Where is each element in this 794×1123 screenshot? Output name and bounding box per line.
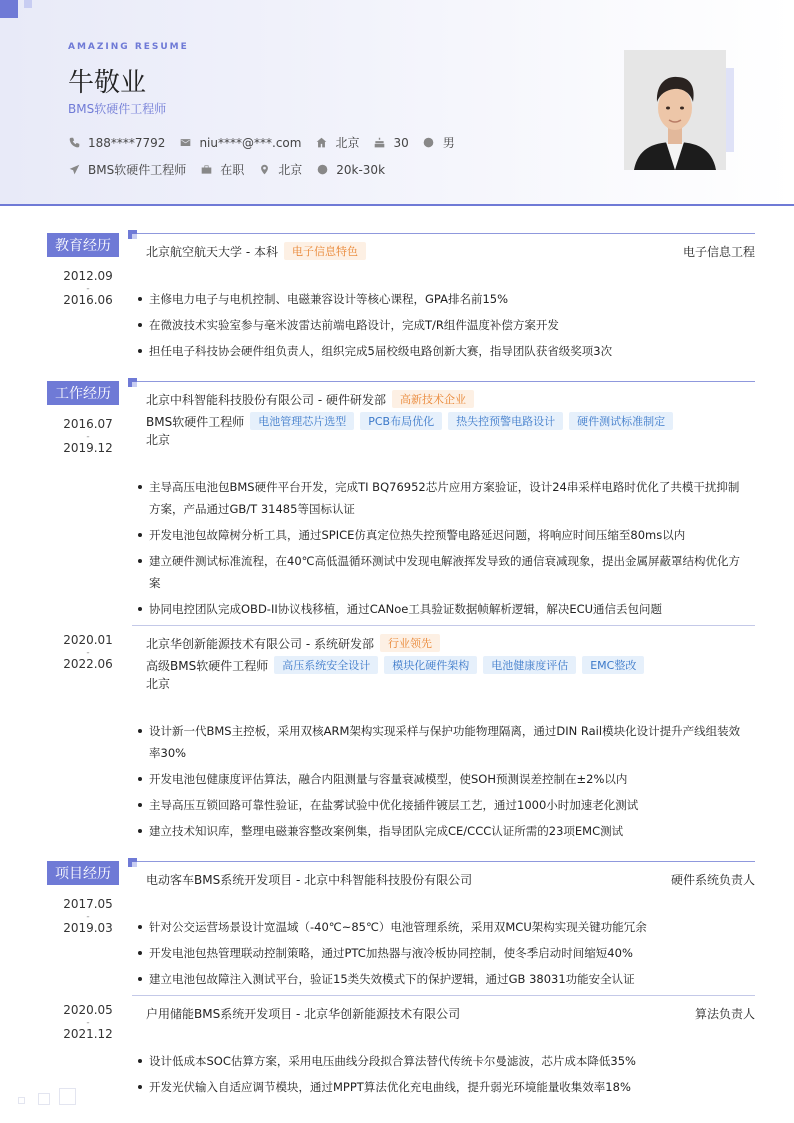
education-start-date: 2012.09: [63, 269, 113, 283]
list-item: 主修电力电子与电机控制、电磁兼容设计等核心课程，GPA排名前15%: [138, 288, 750, 310]
email-item: [179, 136, 301, 150]
list-item: 主导高压电池包BMS硬件平台开发，完成TI BQ76952芯片应用方案验证，设计24串采样电路时优化了共模干扰抑制方案，产品通过GB/T 31485等国标认证: [138, 476, 750, 520]
work1-role-line: [146, 412, 673, 430]
work2-location: 北京: [146, 677, 171, 691]
work1-title: [146, 390, 755, 408]
home-item: [315, 134, 359, 151]
status-item: [200, 161, 244, 178]
work1-start-date: 2016.07: [63, 417, 113, 431]
candidate-title: BMS软硬件工程师: [68, 102, 167, 116]
work2-role-line: [146, 656, 644, 674]
list-item: 协同电控团队完成OBD-II协议栈移植，通过CANoe工具验证数据帧解析逻辑，解决ECU通信丢包问题: [138, 598, 750, 620]
footer-decoration: [38, 1093, 50, 1105]
work1-bullets: [138, 476, 750, 624]
list-item: 建立技术知识库，整理电磁兼容整改案例集，指导团队完成CE/CCC认证所需的23项EMC测试: [138, 820, 750, 842]
footer-decoration: [59, 1088, 76, 1105]
list-item: 建立电池包故障注入测试平台，验证15类失效模式下的保护逻辑，通过GB 38031功能安全认证: [138, 968, 750, 990]
project2-bullets: [138, 1050, 750, 1102]
location-icon: [258, 164, 270, 176]
project2-start-date: 2020.05: [63, 1003, 113, 1017]
project1-start-date: 2017.05: [63, 897, 113, 911]
intent-city-text: 北京: [278, 163, 303, 177]
corner-decoration-small: [24, 0, 32, 8]
list-item: 开发电池包健康度评估算法，融合内阻测量与容量衰减模型，使SOH预测误差控制在±2%以内: [138, 768, 750, 790]
money-icon: [316, 164, 328, 176]
company-tag: 行业领先: [380, 634, 440, 652]
work2-end-date: 2022.06: [63, 657, 113, 671]
work-section-label: 工作经历: [47, 381, 119, 405]
skill-tag: 电池管理芯片选型: [250, 412, 354, 430]
home-icon: [315, 137, 327, 149]
mail-icon: [179, 137, 191, 149]
briefcase-icon: [200, 164, 212, 176]
entry-divider: [132, 995, 755, 996]
list-item: 设计低成本SOC估算方案，采用电压曲线分段拟合算法替代传统卡尔曼滤波，芯片成本降低35%: [138, 1050, 750, 1072]
date-separator: -: [86, 432, 90, 442]
gender-icon: [423, 137, 435, 149]
skill-tag: EMC整改: [582, 656, 644, 674]
company-name: 北京华创新能源技术有限公司 - 系统研发部: [146, 636, 374, 651]
profile-photo: [624, 50, 726, 170]
work1-location: 北京: [146, 433, 171, 447]
project-role: 算法负责人: [694, 1007, 755, 1021]
education-bullets: [138, 288, 750, 366]
skill-tag: 模块化硬件架构: [384, 656, 477, 674]
school-tag: 电子信息特色: [284, 242, 366, 260]
date-separator: -: [86, 1018, 90, 1028]
home-text: 北京: [335, 136, 360, 150]
corner-decoration: [0, 0, 18, 18]
education-end-date: 2016.06: [63, 293, 113, 307]
education-section-label: 教育经历: [47, 233, 119, 257]
gender-item: [423, 134, 455, 151]
intent-city-item: [258, 161, 302, 178]
section-marker: [128, 378, 137, 387]
education-title: [146, 242, 755, 260]
project1-bullets: [138, 916, 750, 994]
list-item: 担任电子科技协会硬件组负责人，组织完成5届校级电路创新大赛，指导团队获省级奖项3次: [138, 340, 750, 362]
candidate-name: 牛敬业: [68, 68, 147, 98]
skill-tag: 高压系统安全设计: [274, 656, 378, 674]
date-separator: -: [86, 284, 90, 294]
email-text: niu****@***.com: [199, 135, 302, 150]
skill-tag: PCB布局优化: [360, 412, 442, 430]
skill-tag: 电池健康度评估: [483, 656, 576, 674]
footer-decoration: [18, 1097, 25, 1104]
major-name: 电子信息工程: [682, 244, 755, 259]
company-name: 北京中科智能科技股份有限公司 - 硬件研发部: [146, 392, 386, 407]
list-item: 建立硬件测试标准流程，在40℃高低温循环测试中发现电解液挥发导致的通信衰减现象，提出金属屏蔽罩结构优化方案: [138, 550, 750, 594]
list-item: 设计新一代BMS主控板，采用双核ARM架构实现采样与保护功能物理隔离，通过DIN Rail模块化设计提升产线组装效率30%: [138, 720, 750, 764]
phone-text: 188****7792: [88, 135, 166, 150]
section-divider: [137, 233, 755, 234]
list-item: 主导高压互锁回路可靠性验证，在盐雾试验中优化接插件镀层工艺，通过1000小时加速老化测试: [138, 794, 750, 816]
salary-text: 20k-30k: [336, 162, 386, 177]
skill-tag: 硬件测试标准制定: [569, 412, 673, 430]
project2-end-date: 2021.12: [63, 1027, 113, 1041]
date-separator: -: [86, 648, 90, 658]
project1-title: [146, 871, 755, 888]
school-name: 北京航空航天大学 - 本科: [146, 244, 278, 259]
contact-row: [68, 134, 469, 151]
project-role: 硬件系统负责人: [670, 873, 755, 887]
age-text: 30: [393, 135, 409, 150]
phone-item: [68, 136, 165, 150]
project2-title: [146, 1005, 755, 1022]
cake-icon: [373, 137, 385, 149]
intent-role-item: [68, 161, 186, 178]
work2-start-date: 2020.01: [63, 633, 113, 647]
work1-end-date: 2019.12: [63, 441, 113, 455]
date-separator: -: [86, 912, 90, 922]
project-name: 户用储能BMS系统开发项目 - 北京华创新能源技术有限公司: [146, 1007, 461, 1021]
age-item: [373, 136, 408, 150]
skill-tag: 热失控预警电路设计: [448, 412, 563, 430]
entry-divider: [132, 625, 755, 626]
work2-title: [146, 634, 755, 652]
role-name: BMS软硬件工程师: [146, 414, 245, 429]
phone-icon: [68, 137, 80, 149]
work2-bullets: [138, 720, 750, 846]
projects-section-label: 项目经历: [47, 861, 119, 885]
resume-header: [0, 0, 794, 206]
salary-item: [316, 163, 385, 177]
send-icon: [68, 164, 80, 176]
list-item: 开发电池包故障树分析工具，通过SPICE仿真定位热失控预警电路延迟问题，将响应时间压缩至80ms以内: [138, 524, 750, 546]
company-tag: 高新技术企业: [392, 390, 474, 408]
status-text: 在职: [220, 163, 245, 177]
gender-text: 男: [442, 136, 455, 150]
project-name: 电动客车BMS系统开发项目 - 北京中科智能科技股份有限公司: [146, 873, 473, 887]
intent-role-text: BMS软硬件工程师: [88, 163, 187, 177]
list-item: 开发光伏输入自适应调节模块，通过MPPT算法优化充电曲线，提升弱光环境能量收集效率18%: [138, 1076, 750, 1098]
role-name: 高级BMS软硬件工程师: [146, 658, 269, 673]
section-marker: [128, 230, 137, 239]
section-divider: [137, 381, 755, 382]
job-intent-row: [68, 161, 399, 178]
list-item: 开发电池包热管理联动控制策略，通过PTC加热器与液冷板协同控制，使冬季启动时间缩短40%: [138, 942, 750, 964]
list-item: 针对公交运营场景设计宽温域（-40℃~85℃）电池管理系统，采用双MCU架构实现关键功能冗余: [138, 916, 750, 938]
brand-label: AMAZING RESUME: [68, 42, 189, 52]
section-divider: [137, 861, 755, 862]
project1-end-date: 2019.03: [63, 921, 113, 935]
list-item: 在微波技术实验室参与毫米波雷达前端电路设计，完成T/R组件温度补偿方案开发: [138, 314, 750, 336]
section-marker: [128, 858, 137, 867]
